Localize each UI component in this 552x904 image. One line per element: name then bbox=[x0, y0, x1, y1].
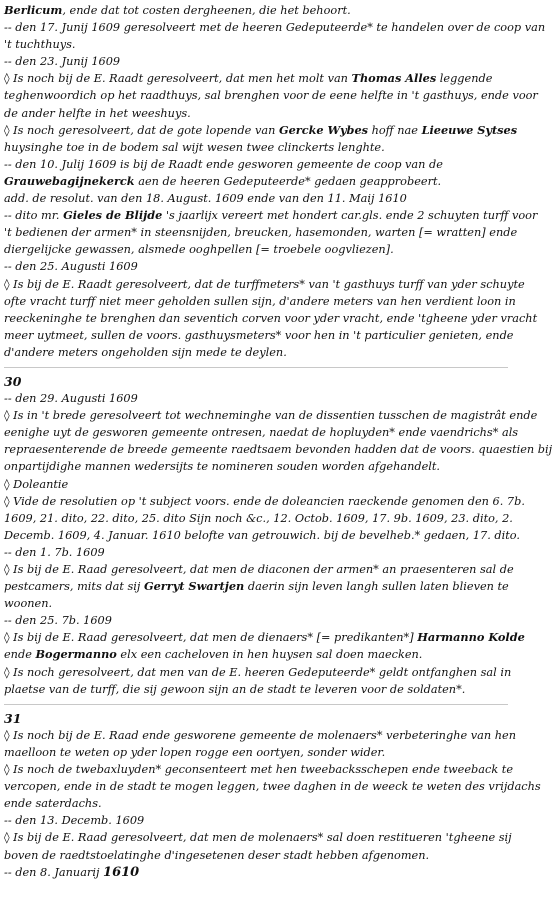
text-segment: leggende bbox=[436, 72, 493, 86]
text-segment: reeckeninghe te brenghen dan seventich corven voor yder vracht, ende 'tgheene yder vracht bbox=[4, 311, 538, 325]
proper-name: Grauwebagijnekerck bbox=[4, 173, 135, 188]
text-segment: -- den 25. Augusti 1609 bbox=[4, 260, 138, 274]
section-divider bbox=[4, 367, 508, 368]
text-segment: ◊ Is noch bij de E. Raadt geresolveert, dat men het molt van bbox=[4, 72, 352, 86]
text-segment: teghenwoordich op het raadthuys, sal brenghen voor de eene helfte in 't gasthuys, ende voor bbox=[4, 89, 538, 103]
text-line bbox=[4, 847, 508, 864]
text-line bbox=[4, 139, 508, 156]
text-segment: eenighe uyt de gesworen gemeente ontresen, naedat de hopluyden* ende vaendrichs* als bbox=[4, 426, 519, 440]
text-segment: de ander helfte in het weeshuys. bbox=[4, 106, 191, 120]
text-segment: huysinghe toe in de bodem sal wijt wesen twee clinckerts lenghte. bbox=[4, 140, 385, 154]
text-line bbox=[4, 105, 508, 122]
text-segment: ◊ Is noch geresolveert, dat de gote lopende van bbox=[4, 123, 279, 137]
text-line bbox=[4, 424, 519, 441]
text-segment: vercopen, ende in de stadt te mogen leggen, twee daghen in de weeck te weten des vrijdachs bbox=[4, 780, 541, 794]
text-segment: Decemb. 1609, 4. Januar. 1610 belofte van getrouwich. bij de bevelheb.* gedaen, 17. dito. bbox=[4, 528, 520, 542]
text-segment: -- den 23. Junij 1609 bbox=[4, 55, 121, 69]
text-segment: ofte vracht turff niet meer geholden sullen sijn, d'andere meters van hen verdient loon in bbox=[4, 294, 516, 308]
text-line bbox=[4, 527, 520, 544]
text-line bbox=[4, 344, 508, 361]
text-line bbox=[4, 629, 525, 646]
text-segment: daerin sijn leven langh sullen laten blieven te bbox=[244, 580, 509, 594]
text-line bbox=[4, 493, 525, 510]
text-line bbox=[4, 727, 516, 744]
text-segment: -- den 29. Augusti 1609 bbox=[4, 392, 138, 406]
text-segment: ◊ Is bij de E. Raad geresolveert, dat men de diaconen der armen* an praesenteren sal de bbox=[4, 563, 514, 576]
text-line bbox=[4, 173, 508, 190]
text-line bbox=[4, 241, 508, 258]
text-line bbox=[4, 864, 508, 881]
text-line bbox=[4, 87, 538, 104]
text-segment: ◊ Is in 't brede geresolveert tot wechneminghe van de dissentien tusschen de magistrât ende bbox=[4, 409, 538, 423]
text-line bbox=[4, 761, 514, 778]
text-segment: ◊ Is bij de E. Raad geresolveert, dat men de dienaers* [= predikanten*] bbox=[4, 631, 418, 645]
text-segment: -- dito mr. bbox=[4, 209, 64, 223]
proper-name: Thomas Alles bbox=[351, 71, 437, 86]
text-line bbox=[4, 407, 538, 424]
proper-name: Gerryt Swartjen bbox=[143, 579, 245, 594]
text-line bbox=[4, 744, 508, 761]
text-segment: aen de heeren Gedeputeerde* gedaen geapprobeert. bbox=[134, 174, 442, 188]
text-segment: hoff nae bbox=[368, 123, 422, 137]
text-segment: meer uytmeet, sullen de voors. gasthuysmeters* voor hen in 't particulier genieten, ende bbox=[4, 328, 514, 342]
text-segment: plaetse van de turff, die sij gewoon sijn an de stadt te leveren voor de soldaten*. bbox=[4, 682, 466, 696]
text-line bbox=[4, 310, 538, 327]
text-line bbox=[4, 778, 541, 795]
text-line bbox=[4, 795, 508, 812]
text-line bbox=[4, 2, 508, 19]
text-segment: 't tuchthuys. bbox=[4, 38, 76, 52]
text-line bbox=[4, 458, 508, 475]
text-segment: , ende dat tot costen dergheenen, die het behoort. bbox=[62, 4, 351, 17]
text-segment: boven de raedtstoelatinghe d'ingesetenen deser stadt hebben afgenomen. bbox=[4, 848, 430, 862]
proper-name: Bogermanno bbox=[35, 647, 117, 662]
text-segment: ◊ Is bij de E. Raadt geresolveert, dat de turffmeters* van 't gasthuys turff van yder schuyte bbox=[4, 277, 525, 291]
text-line bbox=[4, 578, 508, 595]
text-segment: ◊ Vide de resolutien op 't subject voors. ende de doleancien raeckende genomen den 6. 7b. bbox=[4, 494, 525, 508]
text-line bbox=[4, 53, 508, 70]
text-line bbox=[4, 544, 508, 561]
document-section bbox=[4, 704, 541, 881]
text-segment: 1609, 21. dito, 22. dito, 25. dito Sijn noch &c., 12. Octob. 1609, 17. 9b. 1609, 23. dito, 2. bbox=[4, 511, 513, 525]
text-segment: -- den 13. Decemb. 1609 bbox=[4, 814, 145, 828]
text-line bbox=[4, 293, 516, 310]
document-section bbox=[4, 367, 552, 698]
text-line bbox=[4, 510, 513, 527]
document-section bbox=[4, 2, 546, 361]
page-number: 31 bbox=[4, 710, 22, 726]
text-line bbox=[4, 19, 546, 36]
proper-name: Gieles de Blijde bbox=[63, 208, 163, 223]
text-segment: ende bbox=[4, 648, 36, 662]
text-line bbox=[4, 595, 508, 612]
text-line bbox=[4, 207, 538, 224]
text-segment: 't bedienen der armen* in steensnijden, breucken, hasemonden, warten [= wratten] ende bbox=[4, 226, 518, 240]
text-segment: repraesenterende de breede gemeente raedtsaem bevonden hadden dat de voors. quaestien bij bbox=[4, 443, 552, 457]
text-segment: onpartijdighe mannen wedersijts te nomineren souden worden afgehandelt. bbox=[4, 460, 441, 474]
text-line bbox=[4, 561, 514, 578]
text-segment: ◊ Is noch geresolveert, dat men van de E. heeren Gedeputeerde* geldt ontfanghen sal in bbox=[4, 665, 512, 679]
text-segment: ◊ Is bij de E. Raad geresolveert, dat men de molenaers* sal doen restitueren 'tgheene sij bbox=[4, 831, 512, 845]
text-line bbox=[4, 441, 552, 458]
text-line bbox=[4, 664, 512, 681]
proper-name: 1610 bbox=[103, 864, 140, 880]
proper-name: Harmanno Kolde bbox=[417, 630, 525, 645]
text-segment: -- den 10. Julij 1609 is bij de Raadt ende gesworen gemeente de coop van de bbox=[4, 157, 443, 171]
text-segment: ende saterdachs. bbox=[4, 797, 102, 811]
proper-name: Berlicum bbox=[4, 3, 63, 17]
text-segment: maelloon te weten op yder lopen rogge een oortyen, sonder wider. bbox=[4, 745, 386, 759]
text-segment: diergelijcke gewassen, alsmede ooghpellen [= troebele oogvliezen]. bbox=[4, 243, 394, 257]
text-segment: -- den 25. 7b. 1609 bbox=[4, 614, 112, 628]
text-line bbox=[4, 276, 525, 293]
text-line bbox=[4, 646, 508, 663]
section-divider bbox=[4, 704, 508, 705]
page-number: 30 bbox=[4, 373, 22, 389]
text-line bbox=[4, 812, 508, 829]
text-line bbox=[4, 390, 508, 407]
proper-name: Lieeuwe Sytses bbox=[421, 122, 518, 137]
proper-name: Gercke Wybes bbox=[278, 122, 368, 137]
text-segment: d'andere meters ongeholden sijn mede te deylen. bbox=[4, 345, 287, 359]
text-segment: -- den 8. Januarij bbox=[4, 865, 104, 879]
text-line bbox=[4, 612, 508, 629]
text-line bbox=[4, 190, 508, 207]
text-line bbox=[4, 829, 512, 846]
text-line bbox=[4, 681, 508, 698]
text-segment: ◊ Doleantie bbox=[4, 477, 69, 491]
text-line bbox=[4, 122, 518, 139]
text-line bbox=[4, 70, 508, 87]
text-line bbox=[4, 327, 514, 344]
text-line bbox=[4, 156, 508, 173]
text-segment: ◊ Is noch bij de E. Raad ende gesworene gemeente de molenaers* verbeteringhe van hen bbox=[4, 728, 516, 742]
text-segment: 's jaarlijx vereert met hondert car.gls. ende 2 schuyten turff voor bbox=[162, 209, 538, 223]
text-segment: elx een cacheloven in hen huysen sal doen maecken. bbox=[116, 648, 423, 662]
text-line bbox=[4, 258, 508, 275]
text-segment: ◊ Is noch de twebaxluyden* geconsenteert met hen tweebacksschepen ende tweeback te bbox=[4, 763, 514, 777]
text-segment: -- den 1. 7b. 1609 bbox=[4, 545, 105, 559]
text-line bbox=[4, 224, 518, 241]
text-segment: add. de resolut. van den 18. August. 1609 ende van den 11. Maij 1610 bbox=[4, 192, 407, 206]
text-segment: -- den 17. Junij 1609 geresolveert met de heeren Gedeputeerde* te handelen over de coop van bbox=[4, 21, 546, 35]
text-line bbox=[4, 36, 508, 53]
text-segment: woonen. bbox=[4, 597, 53, 611]
text-segment: pestcamers, mits dat sij bbox=[4, 580, 144, 594]
text-line bbox=[4, 476, 508, 493]
